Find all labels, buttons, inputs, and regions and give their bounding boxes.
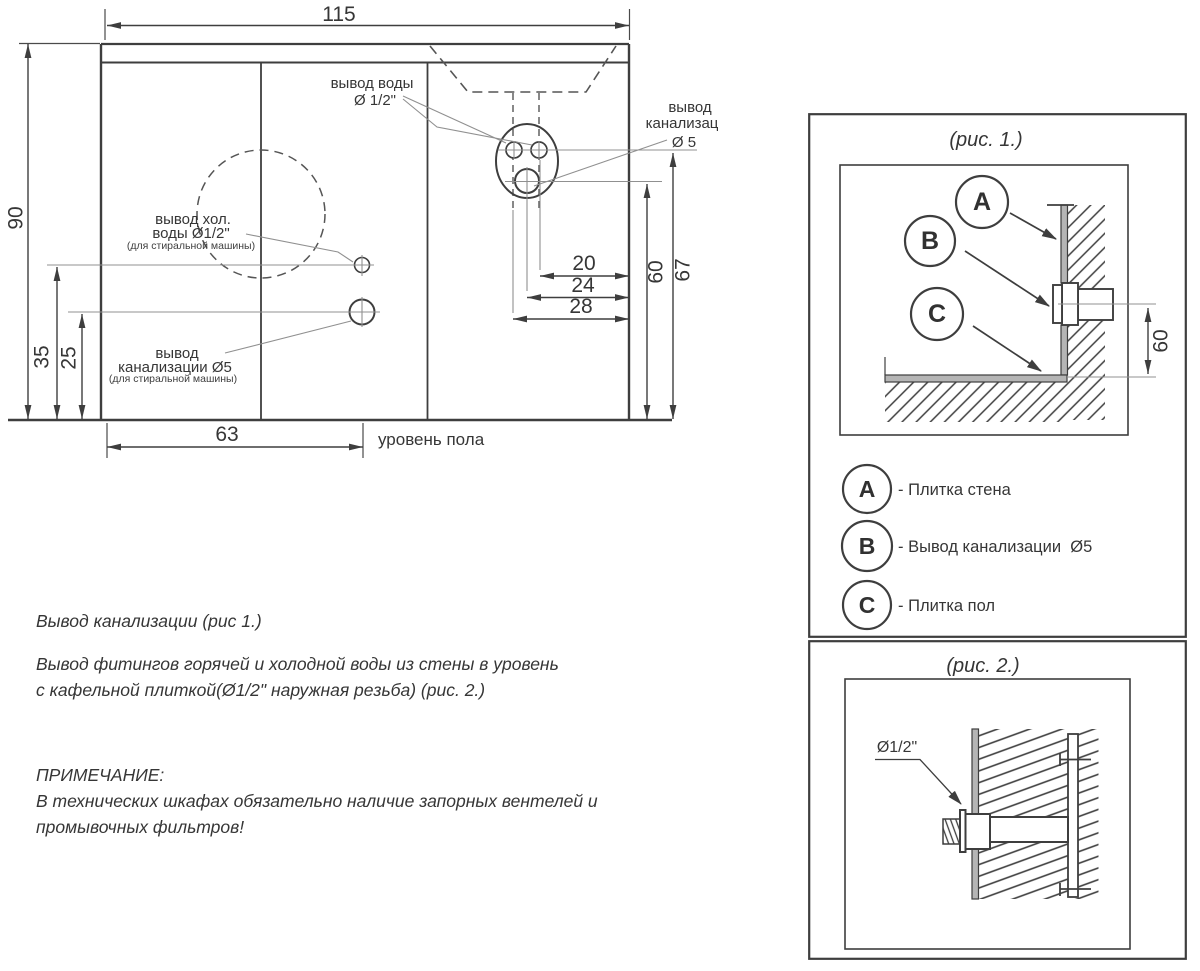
wm-sewer-label-2: канализации Ø5 <box>118 359 232 376</box>
dim-63: 63 <box>215 423 239 446</box>
wall-tile-lower <box>1061 325 1068 375</box>
legend-letter-b: B <box>858 533 876 559</box>
floor-hatching <box>885 382 1067 422</box>
wall-outline <box>8 44 672 420</box>
cold-water-label-1: вывод хол. <box>155 211 231 228</box>
dim-25: 25 <box>57 346 81 370</box>
dim-67: 67 <box>671 258 695 282</box>
note-sewer-outlet: Вывод канализации (рис 1.) <box>36 611 262 631</box>
legend <box>842 465 1092 629</box>
sink-hidden-outline <box>430 46 616 92</box>
legend-letter-c: C <box>858 592 876 618</box>
note-remark-line-1: В технических шкафах обязательно наличие запорных вентелей и <box>36 791 598 811</box>
note-remark-line-2: промывочных фильтров! <box>36 817 245 837</box>
sewer-label-1: вывод <box>668 99 712 116</box>
floor-tile <box>885 375 1067 382</box>
legend-text-b: - Вывод канализации Ø5 <box>898 538 1093 556</box>
legend-letter-a: A <box>858 476 876 502</box>
leader-sewer-top <box>534 140 667 186</box>
figure-1-drawing <box>885 176 1173 422</box>
pipe-fig2 <box>990 817 1068 842</box>
fitting-collar-fig2 <box>965 814 990 849</box>
dim-115: 115 <box>322 3 356 26</box>
note-fittings-line-1: Вывод фитингов горячей и холодной воды из стены в уровень <box>36 654 559 674</box>
water-outlet-label-2: Ø 1/2" <box>353 92 397 109</box>
legend-text-c: - Плитка пол <box>898 597 996 615</box>
wm-sewer-label-3: (для стиральной машины) <box>108 373 238 385</box>
dim-35: 35 <box>30 345 54 369</box>
callout-arrow-b <box>965 251 1049 306</box>
dim-60: 60 <box>644 260 668 284</box>
wall-hatching-fig2 <box>979 729 1099 899</box>
dim-20: 20 <box>572 252 596 275</box>
diameter-leader <box>875 760 961 805</box>
note-fittings-line-2: с кафельной плиткой(Ø1/2" наружная резьба) (рис. 2.) <box>36 680 486 700</box>
dim-24: 24 <box>571 274 595 297</box>
water-outlet-label-1: вывод воды <box>330 75 414 92</box>
dim-90: 90 <box>4 206 28 230</box>
callout-letter-a: A <box>972 188 992 216</box>
legend-text-a: - Плитка стена <box>898 481 1011 499</box>
callout-arrow-c <box>973 326 1041 371</box>
figure-2-panel <box>808 640 1187 960</box>
figure-1-panel <box>808 113 1187 638</box>
figure-2-drawing <box>875 729 1099 899</box>
stud-bar <box>1068 734 1078 897</box>
wm-sewer-label-1: вывод <box>155 345 199 362</box>
leader-wm-sewer <box>225 321 351 353</box>
callout-letter-c: C <box>927 300 947 328</box>
figure-1-title: (рис. 1.) <box>949 129 1023 151</box>
note-remark-heading: ПРИМЕЧАНИЕ: <box>36 765 165 785</box>
figure-2-title: (рис. 2.) <box>946 655 1020 677</box>
extension-lines <box>19 9 630 458</box>
threaded-end <box>943 819 960 844</box>
cold-water-label-3: (для стиральной машины) <box>126 240 256 252</box>
cold-water-label-2: воды Ø1/2" <box>152 225 230 242</box>
wall-tile-upper <box>1061 205 1068 283</box>
leader-cold-water <box>246 234 353 262</box>
fig1-dim-60: 60 <box>1149 329 1173 353</box>
leader-water-1 <box>403 96 506 143</box>
main-elevation-drawing <box>0 0 760 470</box>
callout-letter-b: B <box>920 227 940 255</box>
callout-arrow-a <box>1010 213 1056 239</box>
sewer-label-2: канализац <box>645 115 719 132</box>
sewer-label-3: Ø 5 <box>671 134 697 151</box>
fig2-diameter-label: Ø1/2" <box>876 739 918 756</box>
fitting-flange-fig2 <box>960 810 966 852</box>
floor-level-label: уровень пола <box>378 430 485 449</box>
dim-28: 28 <box>569 295 593 318</box>
